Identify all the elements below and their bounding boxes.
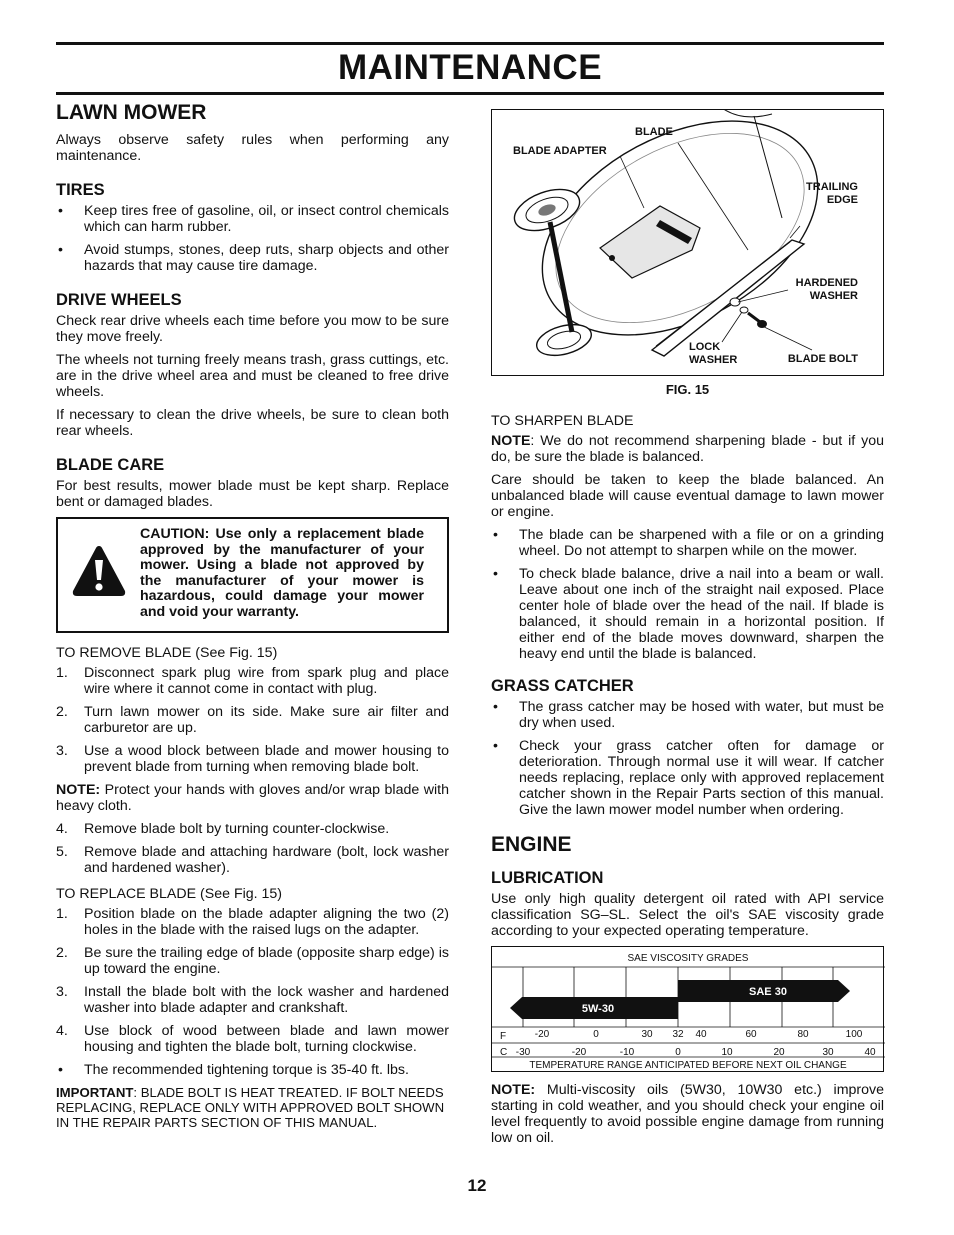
replace-step: 2. Be sure the trailing edge of blade (opposite sharp edge) is up toward the engine.	[56, 945, 449, 977]
f-tick: 80	[797, 1029, 809, 1040]
remove-step: 3. Use a wood block between blade and mower housing to prevent blade from turning when removing blade bolt.	[56, 743, 449, 775]
blade-care-heading: BLADE CARE	[56, 456, 165, 474]
label-blade-adapter: BLADE ADAPTER	[513, 145, 607, 157]
tires-bullet: • Avoid stumps, stones, deep ruts, sharp objects and other hazards that may cause tire damage.	[58, 242, 449, 274]
engine-note: NOTE: Multi-viscosity oils (5W30, 10W30 etc.) improve starting in cold weather, and you should check your engine oil level frequently to avoid possible engine damage from running low on oil.	[491, 1082, 884, 1146]
label-trailing: TRAILING	[806, 181, 858, 193]
remove-note: NOTE: Protect your hands with gloves and/or wrap blade with heavy cloth.	[56, 782, 449, 814]
caution-text: CAUTION: Use only a replacement blade approved by the manufacturer of your mower. Using a blade not approved by the manufacturer of your mower is hazardous, could damage your mower and void your warranty.	[140, 526, 424, 620]
label-hardened: HARDENED	[795, 277, 858, 289]
label-hardened-washer: WASHER	[809, 290, 858, 302]
lawn-mower-heading: LAWN MOWER	[56, 101, 207, 124]
temperature-range-note: TEMPERATURE RANGE ANTICIPATED BEFORE NEXT OIL CHANGE	[529, 1060, 847, 1071]
label-edge: EDGE	[826, 194, 858, 206]
remove-step: 1. Disconnect spark plug wire from spark plug and place wire where it cannot come in contact with plug.	[56, 665, 449, 697]
figure-caption: FIG. 15	[665, 382, 710, 397]
header-rule-top	[56, 42, 884, 45]
replace-step: 1. Position blade on the blade adapter aligning the two (2) holes in the blade with the raised lugs on the adapter.	[56, 906, 449, 938]
fahrenheit-label: F	[500, 1031, 507, 1042]
c-tick: 30	[822, 1047, 834, 1058]
left-column	[56, 100, 449, 1130]
c-tick: -10	[619, 1047, 635, 1058]
figure-15	[491, 109, 884, 376]
grass-catcher-bullet: • The grass catcher may be hosed with water, but must be dry when used.	[493, 699, 884, 731]
c-tick: 20	[773, 1047, 785, 1058]
c-tick: -30	[515, 1047, 531, 1058]
page-number: 12	[467, 1176, 487, 1195]
engine-heading: ENGINE	[491, 833, 572, 856]
celsius-label: C	[500, 1047, 508, 1058]
label-blade-bolt: BLADE BOLT	[787, 353, 858, 365]
lawn-mower-intro: Always observe safety rules when performing any maintenance.	[56, 132, 449, 164]
sharpen-para: Care should be taken to keep the blade balanced. An unbalanced blade will cause eventual damage to lawn mower or engine.	[491, 472, 884, 520]
c-tick: 10	[721, 1047, 733, 1058]
f-tick: 60	[745, 1029, 757, 1040]
replace-blade-label: TO REPLACE BLADE (See Fig. 15)	[56, 886, 283, 902]
drive-wheels-para: If necessary to clean the drive wheels, be sure to clean both rear wheels.	[56, 407, 449, 439]
c-tick: -20	[571, 1047, 587, 1058]
page-title: MAINTENANCE	[337, 48, 603, 87]
caution-box	[56, 517, 449, 633]
blade-care-intro: For best results, mower blade must be kept sharp. Replace bent or damaged blades.	[56, 478, 449, 510]
replace-step: 3. Install the blade bolt with the lock washer and hardened washer into blade adapter and crankshaft.	[56, 984, 449, 1016]
label-lock: LOCK	[689, 341, 721, 353]
f-tick: 0	[593, 1029, 599, 1040]
remove-step: 2. Turn lawn mower on its side. Make sure air filter and carburetor are up.	[56, 704, 449, 736]
remove-step: 5. Remove blade and attaching hardware (bolt, lock washer and hardened washer).	[56, 844, 449, 876]
blade-assembly-illustration	[492, 110, 884, 375]
grass-catcher-bullet: • Check your grass catcher often for damage or deterioration. Through normal use it will wear. If catcher needs replacing, replace only with approved replacement catcher shown in the Repair Parts section of this manual. Give the lawn mower model number when ordering.	[493, 738, 884, 818]
f-tick: 100	[845, 1029, 863, 1040]
label-lock-washer: WASHER	[689, 354, 738, 366]
lubrication-para: Use only high quality detergent oil rated with API service classification SG–SL. Select the oil's SAE viscosity grade according to your expected operating temperature.	[491, 891, 884, 939]
warning-icon	[70, 543, 128, 599]
drive-wheels-heading: DRIVE WHEELS	[56, 291, 182, 309]
viscosity-grades-graphic	[492, 947, 885, 1071]
f-tick: 40	[695, 1029, 707, 1040]
drive-wheels-para: Check rear drive wheels each time before you mow to be sure they move freely.	[56, 313, 449, 345]
remove-step: 4. Remove blade bolt by turning counter-clockwise.	[56, 821, 390, 837]
remove-blade-label: TO REMOVE BLADE (See Fig. 15)	[56, 645, 278, 661]
label-blade: BLADE	[635, 126, 673, 138]
replace-step: 4. Use block of wood between blade and lawn mower housing and tighten the blade bolt, turning clockwise.	[56, 1023, 449, 1055]
c-tick: 0	[675, 1047, 681, 1058]
grass-catcher-heading: GRASS CATCHER	[491, 677, 634, 695]
right-column	[491, 100, 884, 1153]
lubrication-heading: LUBRICATION	[491, 869, 604, 887]
sharpen-bullet: • The blade can be sharpened with a file or on a grinding wheel. Do not attempt to sharpen while on the mower.	[493, 527, 884, 559]
f-tick: 32	[672, 1029, 684, 1040]
header-rule-bottom	[56, 92, 884, 95]
viscosity-chart	[491, 946, 884, 1072]
f-tick: -20	[534, 1029, 550, 1040]
torque-bullet: • The recommended tightening torque is 35-40 ft. lbs.	[58, 1062, 409, 1078]
sharpen-note: NOTE: We do not recommend sharpening blade - but if you do, be sure the blade is balanced.	[491, 433, 884, 465]
important-notice: IMPORTANT: BLADE BOLT IS HEAT TREATED. IF BOLT NEEDS REPLACING, REPLACE ONLY WITH APPROVED BOLT SHOWN IN THE REPAIR PARTS SECTION OF THIS MANUAL.	[56, 1085, 445, 1130]
viscosity-title: SAE VISCOSITY GRADES	[627, 953, 749, 964]
tires-heading: TIRES	[56, 181, 105, 199]
tires-bullet: • Keep tires free of gasoline, oil, or insect control chemicals which can harm rubber.	[58, 203, 449, 235]
drive-wheels-para: The wheels not turning freely means trash, grass cuttings, etc. are in the drive wheel area and must be cleaned to free drive wheels.	[56, 352, 449, 400]
sae30-label: SAE 30	[749, 986, 787, 998]
sharpen-bullet: • To check blade balance, drive a nail into a beam or wall. Leave about one inch of the straight nail exposed. Place center hole of blade over the head of the nail. If blade is balanced, it should remain in a horizontal position. If either end of the blade moves downward, sharpen the heavy end until the blade is balanced.	[493, 566, 884, 662]
f-tick: 30	[641, 1029, 653, 1040]
sharpen-blade-label: TO SHARPEN BLADE	[491, 413, 634, 429]
c-tick: 40	[864, 1047, 876, 1058]
5w30-label: 5W-30	[581, 1003, 615, 1015]
